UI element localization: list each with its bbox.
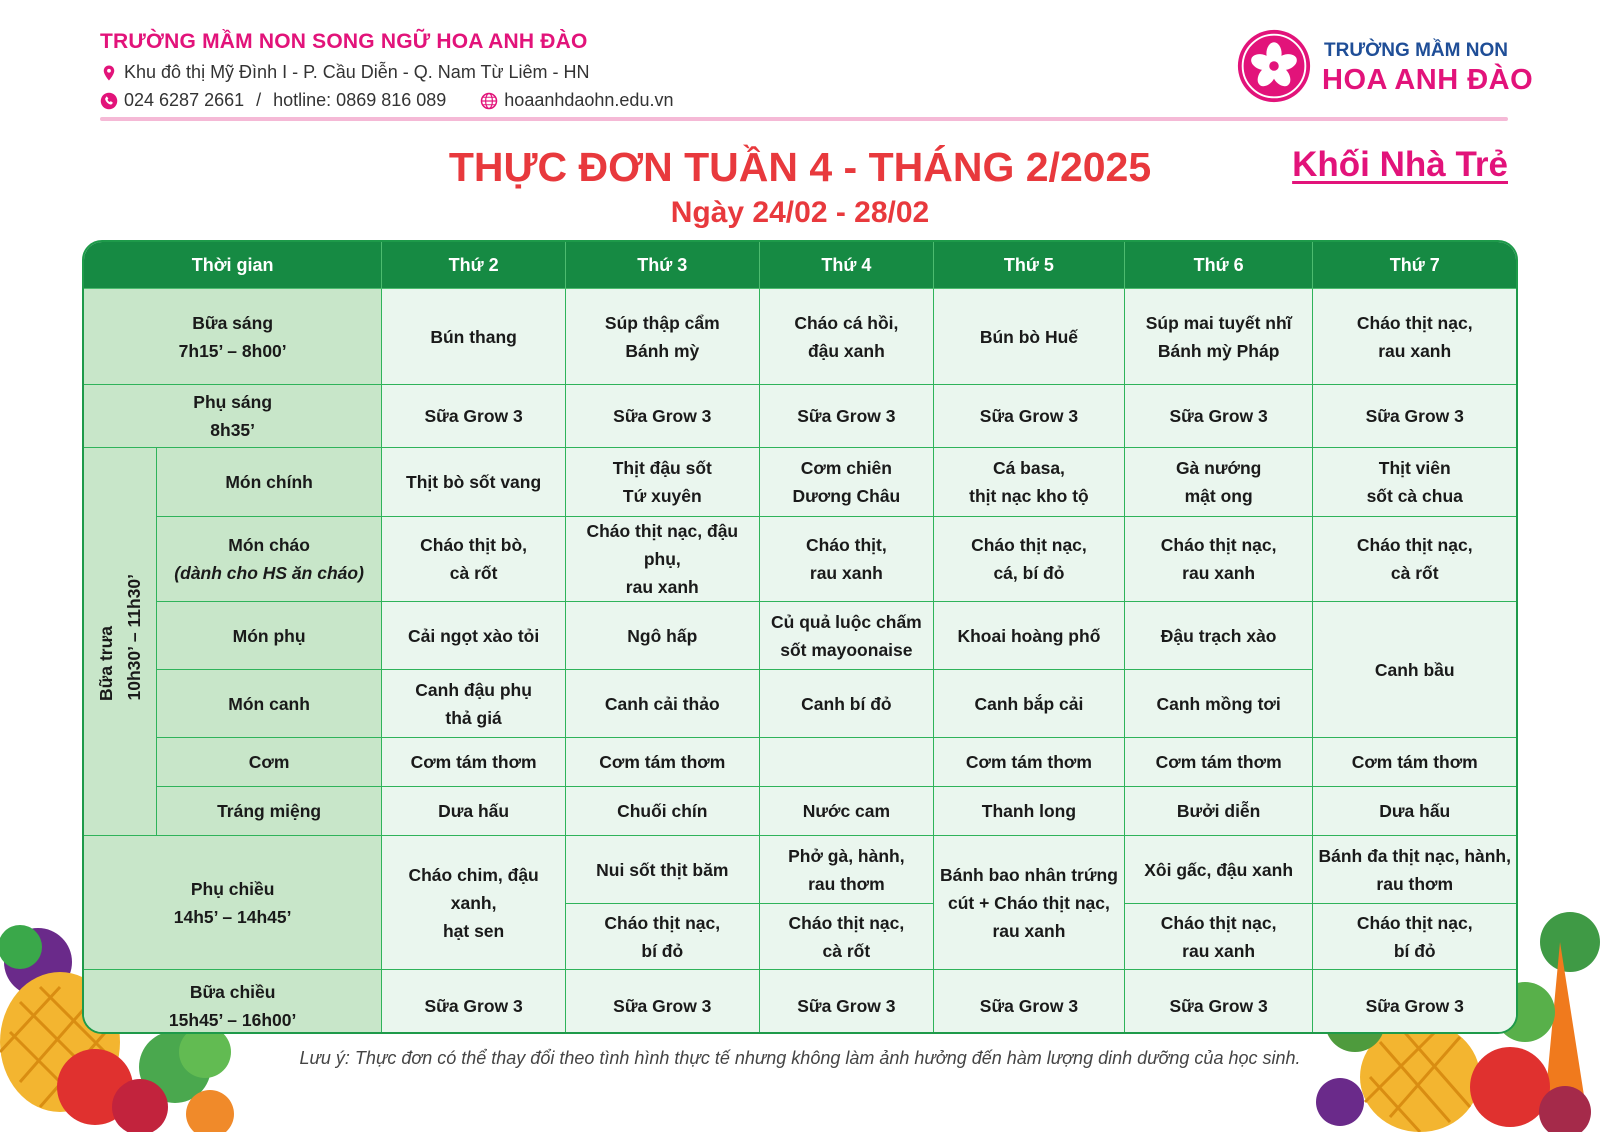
cell-afternoon-snack-sat-1: Bánh đa thịt nạc, hành, rau thơm (1313, 836, 1516, 904)
label-lunch-group (84, 448, 156, 836)
cell-lunch-porridge-mon: Cháo thịt bò, cà rốt (382, 517, 566, 602)
cell-lunch-rice-fri: Cơm tám thơm (1124, 738, 1313, 787)
header-time: Thời gian (84, 242, 382, 289)
cell-lunch-side-thu: Khoai hoàng phố (934, 602, 1125, 670)
cell-lunch-rice-wed (759, 738, 933, 787)
cell-lunch-porridge-thu: Cháo thịt nạc, cá, bí đỏ (934, 517, 1125, 602)
label-morning-snack: Phụ sáng 8h35’ (84, 385, 382, 448)
row-breakfast (84, 289, 1516, 385)
header-day-thu: Thứ 5 (934, 242, 1125, 289)
school-logo (1234, 28, 1534, 110)
cell-morning-snack-fri: Sữa Grow 3 (1124, 385, 1313, 448)
row-lunch-porridge (84, 517, 1516, 602)
cell-lunch-main-sat: Thịt viên sốt cà chua (1313, 448, 1516, 517)
cell-breakfast-tue: Súp thập cẩm Bánh mỳ (565, 289, 759, 385)
row-lunch-side (84, 602, 1516, 670)
header-day-wed: Thứ 4 (759, 242, 933, 289)
header-day-sat: Thứ 7 (1313, 242, 1516, 289)
footnote: Lưu ý: Thực đơn có thể thay đổi theo tình hình thực tế nhưng không làm ảnh hưởng đến hàm lượng dinh dưỡng của học sinh. (299, 1048, 1301, 1068)
contact-separator: / (256, 90, 262, 110)
label-lunch-soup: Món canh (156, 670, 381, 738)
logo-text-top: TRƯỜNG MẦM NON (1324, 40, 1508, 61)
cell-lunch-side-tue: Ngô hấp (565, 602, 759, 670)
cell-lunch-dessert-mon: Dưa hấu (382, 787, 566, 836)
cell-lunch-side-fri: Đậu trạch xào (1124, 602, 1313, 670)
cell-afternoon-meal-wed: Sữa Grow 3 (759, 970, 933, 1035)
cell-lunch-rice-sat: Cơm tám thơm (1313, 738, 1516, 787)
cell-lunch-porridge-fri: Cháo thịt nạc, rau xanh (1124, 517, 1313, 602)
weekly-menu-table (82, 240, 1518, 1034)
phone-number: 024 6287 2661 (124, 90, 245, 110)
school-name: TRƯỜNG MẦM NON SONG NGỮ HOA ANH ĐÀO (100, 30, 588, 53)
row-afternoon-snack-1 (84, 836, 1516, 904)
address-line (100, 62, 590, 83)
cell-lunch-rice-mon: Cơm tám thơm (382, 738, 566, 787)
row-afternoon-meal (84, 970, 1516, 1035)
cell-afternoon-snack-fri-1: Xôi gấc, đậu xanh (1124, 836, 1313, 904)
cell-lunch-porridge-sat: Cháo thịt nạc, cà rốt (1313, 517, 1516, 602)
label-lunch-side: Món phụ (156, 602, 381, 670)
cell-afternoon-meal-tue: Sữa Grow 3 (565, 970, 759, 1035)
lunch-group-time: 10h30’ – 11h30’ (123, 574, 144, 701)
hotline-number: hotline: 0869 816 089 (273, 90, 447, 110)
menu-title: THỰC ĐƠN TUẦN 4 - THÁNG 2/2025 (448, 144, 1152, 190)
cell-afternoon-snack-tue-1: Nui sốt thịt băm (565, 836, 759, 904)
header-divider (100, 117, 1508, 121)
cell-lunch-main-thu: Cá basa, thịt nạc kho tộ (934, 448, 1125, 517)
cell-afternoon-snack-tue-2: Cháo thịt nạc, bí đỏ (565, 904, 759, 970)
cell-afternoon-snack-wed-2: Cháo thịt nạc, cà rốt (759, 904, 933, 970)
cell-lunch-dessert-tue: Chuối chín (565, 787, 759, 836)
globe-icon (480, 92, 498, 110)
cell-lunch-soup-wed: Canh bí đỏ (759, 670, 933, 738)
cell-afternoon-snack-thu: Bánh bao nhân trứng cút + Cháo thịt nạc, rau xanh (934, 836, 1125, 970)
cell-lunch-soup-mon: Canh đậu phụ thả giá (382, 670, 566, 738)
website (480, 90, 673, 111)
cell-lunch-side-soup-sat: Canh bầu (1313, 602, 1516, 738)
table-header-row (84, 242, 1516, 289)
cell-lunch-side-wed: Củ quả luộc chấm sốt mayoonaise (759, 602, 933, 670)
cell-lunch-dessert-wed: Nước cam (759, 787, 933, 836)
label-afternoon-meal: Bữa chiều 15h45’ – 16h00’ (84, 970, 382, 1035)
cell-afternoon-meal-thu: Sữa Grow 3 (934, 970, 1125, 1035)
cell-lunch-soup-fri: Canh mồng tơi (1124, 670, 1313, 738)
cell-morning-snack-tue: Sữa Grow 3 (565, 385, 759, 448)
cell-lunch-dessert-thu: Thanh long (934, 787, 1125, 836)
cell-breakfast-sat: Cháo thịt nạc, rau xanh (1313, 289, 1516, 385)
cell-afternoon-snack-fri-2: Cháo thịt nạc, rau xanh (1124, 904, 1313, 970)
cell-lunch-main-wed: Cơm chiên Dương Châu (759, 448, 933, 517)
cell-morning-snack-wed: Sữa Grow 3 (759, 385, 933, 448)
row-morning-snack (84, 385, 1516, 448)
cell-morning-snack-sat: Sữa Grow 3 (1313, 385, 1516, 448)
header-day-fri: Thứ 6 (1124, 242, 1313, 289)
cell-lunch-side-mon: Cải ngọt xào tỏi (382, 602, 566, 670)
menu-date-range: Ngày 24/02 - 28/02 (670, 196, 930, 229)
cell-lunch-rice-thu: Cơm tám thơm (934, 738, 1125, 787)
label-lunch-main: Món chính (156, 448, 381, 517)
address-text: Khu đô thị Mỹ Đình I - P. Cầu Diễn - Q. Nam Từ Liêm - HN (124, 62, 590, 82)
cell-lunch-dessert-sat: Dưa hấu (1313, 787, 1516, 836)
cell-breakfast-wed: Cháo cá hồi, đậu xanh (759, 289, 933, 385)
cell-breakfast-fri: Súp mai tuyết nhĩ Bánh mỳ Pháp (1124, 289, 1313, 385)
row-lunch-rice (84, 738, 1516, 787)
cell-afternoon-snack-sat-2: Cháo thịt nạc, bí đỏ (1313, 904, 1516, 970)
cell-afternoon-meal-fri: Sữa Grow 3 (1124, 970, 1313, 1035)
cell-afternoon-snack-wed-1: Phở gà, hành, rau thơm (759, 836, 933, 904)
cell-lunch-main-fri: Gà nướng mật ong (1124, 448, 1313, 517)
label-lunch-rice: Cơm (156, 738, 381, 787)
row-lunch-dessert (84, 787, 1516, 836)
cell-lunch-porridge-tue: Cháo thịt nạc, đậu phụ, rau xanh (565, 517, 759, 602)
cherry-blossom-logo-icon (1236, 28, 1312, 104)
cell-morning-snack-thu: Sữa Grow 3 (934, 385, 1125, 448)
cell-lunch-porridge-wed: Cháo thịt, rau xanh (759, 517, 933, 602)
cell-breakfast-mon: Bún thang (382, 289, 566, 385)
header-day-tue: Thứ 3 (565, 242, 759, 289)
cell-afternoon-snack-mon: Cháo chim, đậu xanh, hạt sen (382, 836, 566, 970)
cell-lunch-dessert-fri: Bưởi diễn (1124, 787, 1313, 836)
porridge-label: Món cháo (228, 535, 310, 555)
cell-lunch-soup-thu: Canh bắp cải (934, 670, 1125, 738)
class-group-label: Khối Nhà Trẻ (1292, 145, 1508, 184)
label-breakfast: Bữa sáng 7h15’ – 8h00’ (84, 289, 382, 385)
cell-lunch-soup-tue: Canh cải thảo (565, 670, 759, 738)
website-url: hoaanhdaohn.edu.vn (504, 90, 674, 110)
cell-lunch-main-mon: Thịt bò sốt vang (382, 448, 566, 517)
contact-line (100, 90, 673, 111)
phone-icon (100, 92, 118, 110)
cell-breakfast-thu: Bún bò Huế (934, 289, 1125, 385)
label-lunch-porridge (156, 517, 381, 602)
logo-text-bottom: HOA ANH ĐÀO (1322, 64, 1534, 96)
cell-afternoon-meal-mon: Sữa Grow 3 (382, 970, 566, 1035)
label-lunch-dessert: Tráng miệng (156, 787, 381, 836)
header-day-mon: Thứ 2 (382, 242, 566, 289)
porridge-label-note: (dành cho HS ăn cháo) (174, 563, 364, 583)
cell-afternoon-meal-sat: Sữa Grow 3 (1313, 970, 1516, 1035)
cell-morning-snack-mon: Sữa Grow 3 (382, 385, 566, 448)
label-afternoon-snack: Phụ chiều 14h5’ – 14h45’ (84, 836, 382, 970)
cell-lunch-rice-tue: Cơm tám thơm (565, 738, 759, 787)
row-lunch-soup (84, 670, 1516, 738)
cell-lunch-main-tue: Thịt đậu sốt Tứ xuyên (565, 448, 759, 517)
lunch-group-title: Bữa trưa (95, 625, 116, 701)
row-lunch-main (84, 448, 1516, 517)
location-pin-icon (100, 64, 118, 82)
